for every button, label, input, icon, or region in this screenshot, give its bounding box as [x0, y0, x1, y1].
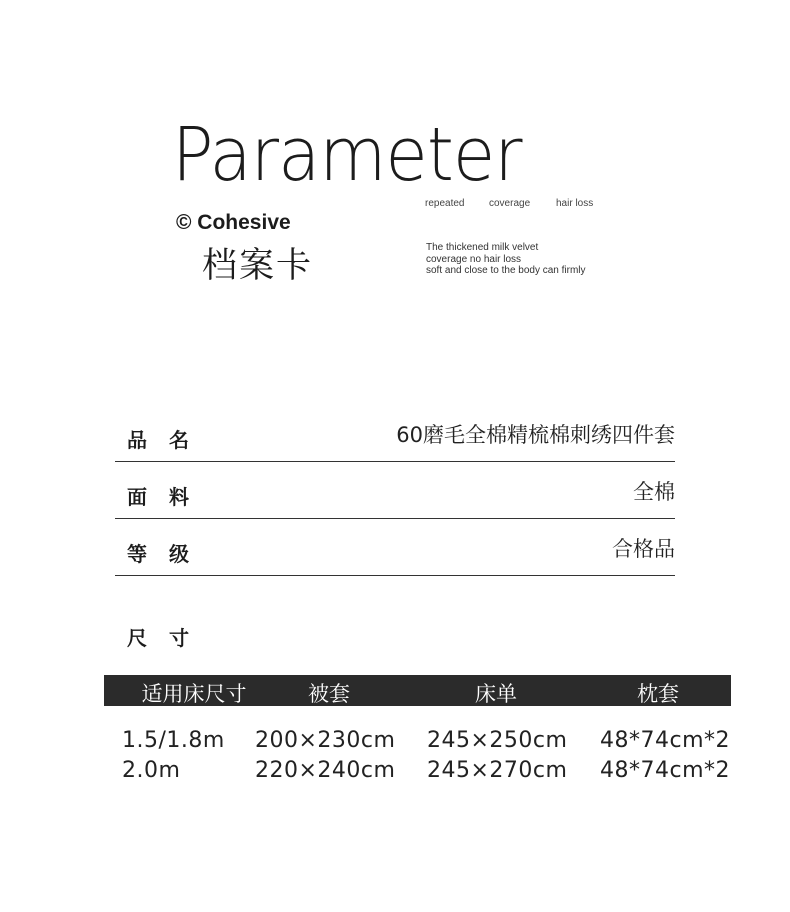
table-cell: 200×230cm	[255, 728, 396, 753]
spec-value: 60磨毛全棉精梳棉刺绣四件套	[396, 423, 675, 447]
table-cell: 2.0m	[122, 758, 181, 783]
table-cell: 245×250cm	[427, 728, 568, 753]
spec-value: 全棉	[633, 480, 675, 504]
table-cell: 245×270cm	[427, 758, 568, 783]
size-heading: 尺寸	[127, 626, 211, 650]
tag-hair-loss: hair loss	[556, 198, 594, 209]
spec-label: 面料	[127, 485, 211, 509]
spec-value: 合格品	[612, 537, 675, 561]
table-cell: 1.5/1.8m	[122, 728, 225, 753]
chinese-title: 档案卡	[202, 246, 314, 286]
tag-coverage: coverage	[489, 198, 531, 209]
table-cell: 48*74cm*2	[600, 758, 731, 783]
size-table-header	[104, 675, 731, 706]
table-row	[0, 728, 790, 758]
spec-label: 品名	[127, 428, 211, 452]
column-header-bed-size: 适用床尺寸	[141, 682, 247, 706]
description-line: soft and close to the body can firmly	[426, 265, 586, 276]
table-cell: 220×240cm	[255, 758, 396, 783]
description-line: The thickened milk velvet	[426, 242, 539, 253]
feature-tags	[425, 198, 593, 209]
description	[426, 242, 586, 277]
column-header-bed-sheet: 床单	[475, 682, 517, 706]
column-header-pillowcase: 枕套	[637, 682, 679, 706]
column-header-duvet-cover: 被套	[308, 682, 350, 706]
page-title: Parameter	[172, 112, 522, 198]
description-line: coverage no hair loss	[426, 253, 522, 265]
tag-repeated: repeated	[425, 198, 465, 209]
spec-label: 等级	[127, 542, 211, 566]
table-cell: 48*74cm*2	[600, 728, 731, 753]
spec-row-product-name	[115, 417, 675, 462]
brand-name: © Cohesive	[176, 211, 291, 234]
table-row	[0, 758, 790, 788]
spec-row-fabric	[115, 474, 675, 519]
spec-row-grade	[115, 531, 675, 576]
